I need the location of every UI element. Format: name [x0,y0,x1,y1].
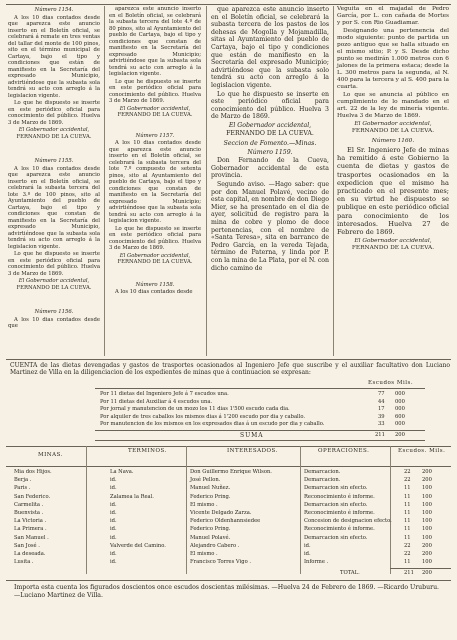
notice-1154-paragraph: Lo que he dispuesto se inserte en este periódico oficial para conocimiento del público. Huelva 3 de Marzo de 1869. [8,100,100,126]
account-footer: Importa esta cuenta los figurados doscientos once escudos doscientas milésimas. —Huelva 24 de Febrero de 1869. —Ricardo Uruburu. —Luciano Martinez de Villa. [14,584,440,599]
column-1 [8,6,100,331]
header-interesados: INTERESADOS. [227,448,278,454]
mine-escudos: 22 [404,551,411,557]
mine-name: La Victoria . [14,518,47,525]
mine-mils: 100 [422,534,432,541]
mine-operacion: Reconocimiento é informe. [304,510,375,516]
mine-termino: id. [110,510,117,516]
total-label: TOTAL. [340,570,360,576]
total-rule [390,568,451,569]
header-terminos: TERMINOS. [128,448,167,454]
mine-mils: 100 [422,485,432,492]
mine-operacion: id. [304,551,311,557]
mine-escudos: 11 [404,526,411,533]
mines-top-rule [6,446,451,447]
notice-1156-signature-name: FERNANDO DE LA CUEVA. [117,112,193,118]
mine-escudos: 22 [404,542,411,549]
mine-name: San Manuel . [14,534,49,541]
mine-operacion: Demarcacion sin efecto. [304,501,368,508]
notice-1155-signature-name: FERNANDO DE LA CUEVA. [16,284,92,291]
mine-interesado: El mismo . [190,551,218,557]
mine-interesado: Alejandro Cabero . [190,542,240,549]
mine-escudos: 11 [404,518,411,525]
mine-interesado: Federico Oldenhannsiedee [190,518,261,525]
expense-row-mils: 000 [395,421,405,427]
notice-1155-body: A los 10 dias contados desde que aparezca este anuncio inserto en el Boletín oficial, se celebrará la subasta tercera del lote 3.º de 100 pinos, sito al Ayuntamiento del pueblo de Cartaya, bajo el tipo y condiciones que constan de manifiesto en la Secretaría del expresado Municipio, advirtiéndose que la subasta sola tendrá su acto con arreglo á la legislacion vigente. [8,165,100,250]
notice-1158-signature-title: El Gobernador accidental, [228,121,312,129]
expense-bottom-rule [95,440,425,441]
notice-1155-signature-title: El Gobernador accidental, [18,278,90,284]
notice-1159-signature-title: El Gobernador accidental, [354,121,432,127]
mine-interesado: Vicente Delgado Zarza. [190,510,252,516]
notice-1158-paragraph: Lo que he dispuesto se inserte en este periódico oficial para conocimiento del público. Huelva 3 de Marzo de 1869. [211,90,329,121]
mine-interesado: Don Guillermo Enrique Wilson. [190,469,272,475]
expense-sum-rule [95,430,425,431]
header-operaciones: OPERACIONES. [318,448,370,454]
mine-name: San Federico. [14,493,51,500]
notice-1159-title: Número 1159. [247,148,293,156]
mines-header-rule [6,466,451,467]
mine-escudos: 11 [404,534,411,541]
notice-1157-paragraph: Lo que he dispuesto se inserte en este periódico oficial para conocimiento del público. Huelva 3 de Marzo de 1869. [109,225,201,251]
notice-1156-body: A los 10 dias contados desde que [8,316,100,329]
mine-interesado: Manuel Nuñez. [190,485,231,492]
mine-escudos: 22 [404,477,411,484]
notice-1156-title: Número 1156. [34,309,74,315]
mines-divider [300,446,301,574]
mine-name: San José . [14,542,40,549]
mine-interesado: Manuel Polavé. [190,534,231,541]
mine-operacion: Demarcacion. [304,477,341,484]
top-rule [6,4,451,5]
mine-operacion: Informe . [304,559,329,566]
expense-table-rule [95,388,425,389]
notice-1158-continued: que aparezca este anuncio inserto en el Boletín oficial, se celebrará la subasta tercera de los pastos de los dehesas de Mogolla y Mojamadilla, sitas al Ayuntamiento del pueblo de Cartaya, bajo el tipo y condiciones que están de manifiesto en la Secretaría del expresado Municipio; advirtiéndose que la subasta solo tendrá su acto con arreglo á la legislacion vigente. [211,6,329,89]
notice-1160-signature-name: FERNANDO DE LA CUEVA. [351,245,435,252]
mines-divider [186,446,187,574]
mine-escudos: 11 [404,501,411,508]
mines-bottom-rule [6,580,451,581]
notice-1159-paragraph: Segundo aviso. —Hago saber: que por don Manuel Polavé, vecino de esta capital, en nombre de don Diego Mier, se ha presentado en el dia de ayer, solicitud de registro para la mina de cobre y plomo de doce pertenencias, con el nombre de «Santa Teresa», sita en barranco de Pedro García, en la vereda Tejada, término de Paterna, y linda por P. con la mina de La Plata, por el N. con dicho camino de [211,181,329,272]
mine-name: Berja . [14,477,32,484]
expense-row-text: Por 11 dietas del Ingeniero Jefe á 7 escudos una. [100,391,229,397]
account-top-rule [6,359,451,360]
mines-divider [86,446,87,574]
header-escudos: Escudos. Mils. [398,448,446,454]
expense-row-mils: 600 [395,413,405,420]
mine-name: Mia dos Hijos. [14,469,52,475]
expense-row-text: Por jornal y manutencion de un mozo los 11 dias 1'500 escudo cada dia. [100,406,290,412]
notice-1157-signature-name: FERNANDO DE LA CUEVA. [117,259,193,265]
expense-row-text: Por alquiler de tres caballos los mismos dias á 1'200 escudo por dia y caballo. [100,413,306,420]
mine-termino: id. [110,526,117,533]
mine-mils: 100 [422,526,432,533]
mine-interesado: Federico Pring. [190,526,231,533]
expense-row-mils: 000 [395,398,405,405]
mine-operacion: Concesion de designacion efecto. [304,518,392,525]
notice-1155-title: Número 1155. [34,158,74,164]
notice-1156-signature-title: El Gobernador accidental, [119,105,191,112]
mine-mils: 200 [422,477,432,484]
mine-escudos: 11 [404,559,411,566]
mine-name: La Primera . [14,526,47,533]
mine-operacion: Demarcacion. [304,469,341,475]
expense-row-text: Por 11 dietas del Auxiliar á 4 escudos una. [100,398,213,405]
suma-mils: 200 [395,432,405,438]
total-mils: 200 [422,570,432,576]
suma-escudos: 211 [375,432,385,438]
expense-row-text: Por manutencion de los mismos en los expresados dias á un escudo por dia y caballo. [100,421,325,427]
notice-1159-continued: Veguita en el majadal de Pedro García, por L. con cañada de Mortes y por S. con Rio Guadiamar. [337,6,449,26]
mine-interesado: Federico Pring. [190,493,231,500]
mine-interesado: José Pellon. [190,477,221,484]
mine-mils: 200 [422,542,432,549]
notice-1159-closing: Lo que se anuncia al público en cumplimiento de lo mandado en el art. 22 de la ley de minería vigente. Huelva 3 de Marzo de 1869. [337,92,449,119]
mine-operacion: Demarcacion sin efecto. [304,485,368,492]
notice-1159-signature-name: FERNANDO DE LA CUEVA. [351,128,435,134]
notice-1156-continued: aparezca este anuncio inserto en el Boletín oficial, se celebrará la subasta tercera del lote 4.º de 80 pinos, sito al Ayuntamiento del pueblo de Cartaya, bajo el tipo y condiciones que constan de manifiesto en la Secretaría del expresado Municipio; advirtiéndose que la subasta sola tendrá su acto con arreglo á la legislacion vigente. [109,6,201,77]
header-minas: MINAS. [38,452,63,458]
expense-row-mils: 000 [395,391,405,397]
mine-escudos: 22 [404,469,411,475]
notice-1158-body: A los 10 dias contados desde [115,289,193,295]
mine-termino: Zalamea la Real. [110,493,154,500]
notice-1154-title: Número 1154. [34,7,74,13]
mine-termino: id. [110,534,117,541]
mine-name: Buenvista . [14,510,44,516]
notice-1157-body: A los 10 dias contados desde que aparezca este anuncio inserto en el Boletín oficial, se celebrará la subasta tercera del lote 7.º compuesto de setenta pinos, sito al Ayuntamiento del pueblo de Cartaya, bajo el tipo y condiciones que constan de manifiesto en la Secretaría del expresado Municipio; advirtiéndose que la subasta sola tendrá su acto con arreglo á la legislacion vigente. [109,140,201,224]
mine-termino: La Nava. [110,469,134,475]
notice-1159-body: Don Fernando de la Cueva, Gobernador accidental de esta provincia. [211,157,329,180]
total-escudos: 211 [404,570,414,576]
notice-1154-body: A los 10 dias contados desde que aparezca este anuncio inserto en el Boletín oficial, se celebrará á remate en tres ventas del tallar del monte de 100 pinos, sito en el término municipal de Cartaya, bajo el tipo y condiciones que están de manifiesto en la Secretaría del expresado Municipio, advirtiéndose que la subasta sola tendrá su acto con arreglo á la legislacion vigente. [8,14,100,99]
mines-divider [390,446,391,574]
mine-termino: id. [110,518,117,525]
expense-row-escudos: 77 [378,391,385,397]
mine-mils: 100 [422,559,432,566]
mine-mils: 200 [422,551,432,557]
notice-1156-paragraph: Lo que he dispuesto se inserte en este periódico oficial para conocimiento del público. Huelva 3 de Marzo de 1869. [109,78,201,104]
mine-escudos: 11 [404,485,411,492]
column-divider [206,6,207,356]
mine-operacion: Reconocimiento é informe. [304,493,375,500]
notice-1158-title: Número 1158. [135,281,175,288]
notice-1160-title: Número 1160. [371,138,415,144]
notice-1159-designation: Designando una pertenencia del modo siguiente: punto de partida un pozo antiguo que se halla situado en el mismo sitio; P. y S. Desde dicho punto se medirán 1.000 metros con 6 jalones de la primera estaca; desde la L. 300 metros para la segunda, al N. 400 para la tercera y al S. 400 para la cuarta. [337,28,449,90]
mine-termino: id. [110,501,117,508]
mine-termino: id. [110,485,117,492]
notice-1157-title: Número 1157. [135,132,175,139]
mine-name: La deseada. [14,551,46,557]
mine-interesado: El mismo . [190,501,218,508]
mine-interesado: Francisco Torres Vigo . [190,559,251,566]
expense-row-escudos: 33 [378,421,385,427]
mine-termino: id. [110,551,117,557]
notice-1158-signature-name: FERNANDO DE LA CUEVA. [226,129,314,137]
mine-name: Lusita . [14,559,34,566]
section-heading: Seccion de Fomento.—Minas. [223,140,317,148]
escudos-header: Escudos Mils. [368,380,414,386]
column-2 [109,6,201,297]
mine-name: Paris . [14,485,31,492]
mine-termino: Valverde del Camino. [110,542,166,549]
mine-termino: id. [110,477,117,484]
notice-1157-signature-title: El Gobernador accidental, [119,252,191,259]
expense-row-escudos: 44 [378,398,385,405]
notice-1154-signature-title: El Gobernador accidental, [18,127,90,133]
mine-name: Carmelita . [14,501,44,508]
notice-1160-body: El Sr. Ingeniero Jefe de minas ha remitido á este Gobierno la cuenta de dietas y gastos de trasportes ocasionados en la expedicion que el mismo ha practicado en el presente mes; en su virtud he dispuesto se publique en este periódico oficial para conocimiento de los interesados. Huelva 27 de Febrero de 1869. [337,146,449,237]
mine-mils: 200 [422,469,432,475]
suma-label: SUMA [240,432,264,439]
notice-1160-signature-title: El Gobernador accidental, [354,238,432,245]
mine-mils: 100 [422,518,432,525]
mine-operacion: id. [304,542,311,549]
mine-escudos: 11 [404,493,411,500]
column-3 [211,6,329,273]
notice-1155-paragraph: Lo que he dispuesto se inserte en este periódico oficial para conocimiento del público. Huelva 3 de Marzo de 1869. [8,251,100,277]
notice-1154-signature-name: FERNANDO DE LA CUEVA. [16,133,92,140]
mine-mils: 100 [422,493,432,500]
column-4 [337,6,449,255]
mine-termino: id. [110,559,117,566]
column-divider [104,6,105,356]
column-divider [333,6,334,356]
mine-operacion: Reconocimiento é informe. [304,526,375,533]
mine-escudos: 11 [404,510,411,516]
expense-row-escudos: 17 [378,406,385,412]
expense-row-mils: 000 [395,406,405,412]
mine-operacion: Demarcacion sin efecto. [304,534,368,541]
account-heading: CUENTA de las dietas devengadas y gastos de trasportes ocasionados al Ingeniero Jefe que suscribe y el auxiliar facultativo don Luciano Martinez de Villa en la diligenciacion de los expedientes de minas que á continuacion se expresan: [10,362,450,376]
mine-mils: 100 [422,510,432,516]
mine-mils: 100 [422,501,432,508]
expense-row-escudos: 39 [378,413,385,420]
